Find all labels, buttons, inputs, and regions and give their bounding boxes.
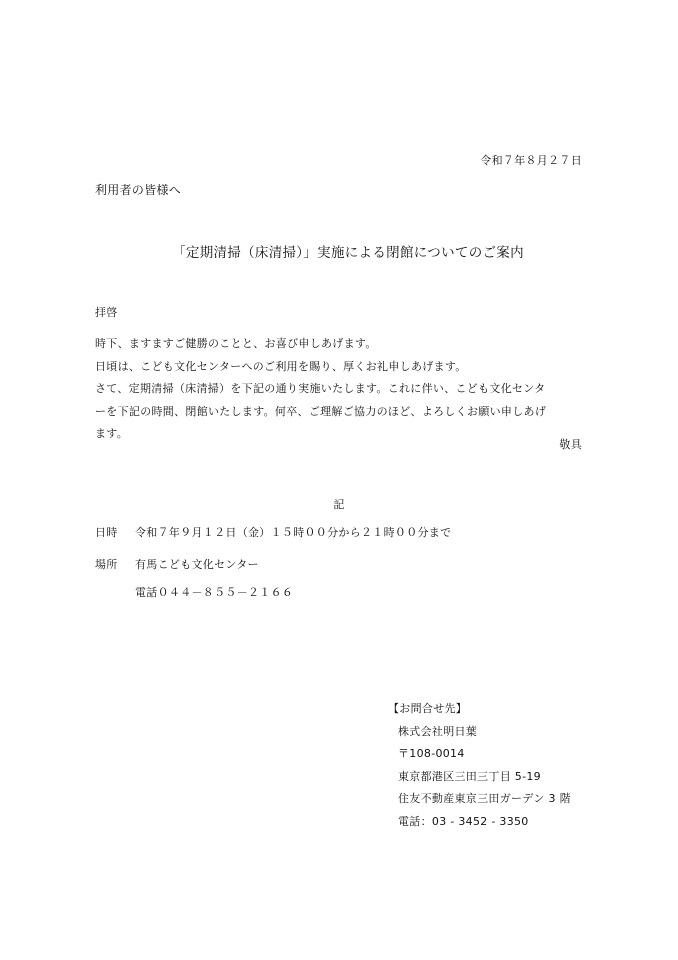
datetime-label: 日時 bbox=[95, 526, 118, 539]
opening-greeting: 拝啓 bbox=[95, 306, 118, 319]
detail-tel: 電話０４４－８５５－２１６６ bbox=[135, 586, 294, 599]
contact-address2: 住友不動産東京三田ガーデン 3 階 bbox=[398, 792, 571, 805]
detail-datetime bbox=[95, 524, 451, 540]
detail-place bbox=[95, 556, 259, 572]
ki-heading: 記 bbox=[333, 498, 345, 511]
body-line: ます。 bbox=[95, 427, 129, 440]
body-line: さて、定期清掃（床清掃）を下記の通り実施いたします。これに伴い、こども文化センタ bbox=[95, 382, 546, 395]
contact-block bbox=[388, 698, 571, 833]
body-line: 日頃は、こども文化センターへのご利用を賜り、厚くお礼申しあげます。 bbox=[95, 359, 467, 373]
contact-postal: 〒108-0014 bbox=[398, 747, 465, 760]
letter-subject: 「定期清掃（床清掃）」実施による閉館についてのご案内 bbox=[172, 245, 524, 261]
place-label: 場所 bbox=[95, 558, 118, 571]
closing-remark: 敬具 bbox=[559, 438, 582, 451]
addressee: 利用者の皆様へ bbox=[95, 183, 182, 197]
contact-phone: 電話：03 - 3452 - 3350 bbox=[398, 814, 529, 828]
contact-heading: 【お問合せ先】 bbox=[388, 702, 468, 715]
contact-address1: 東京都港区三田三丁目 5-19 bbox=[398, 769, 541, 783]
contact-company: 株式会社明日葉 bbox=[398, 724, 478, 738]
letter-date: 令和７年８月２７日 bbox=[480, 154, 582, 167]
place-value: 有馬こども文化センター bbox=[135, 558, 259, 571]
datetime-value: 令和７年９月１２日（金）１５時００分から２１時００分まで bbox=[135, 526, 452, 539]
body-line: ーを下記の時間、閉館いたします。何卒、ご理解ご協力のほど、よろしくお願い申しあげ bbox=[95, 404, 547, 418]
letter-body bbox=[95, 333, 587, 446]
body-line: 時下、ますますご健勝のことと、お喜び申しあげます。 bbox=[95, 337, 377, 350]
